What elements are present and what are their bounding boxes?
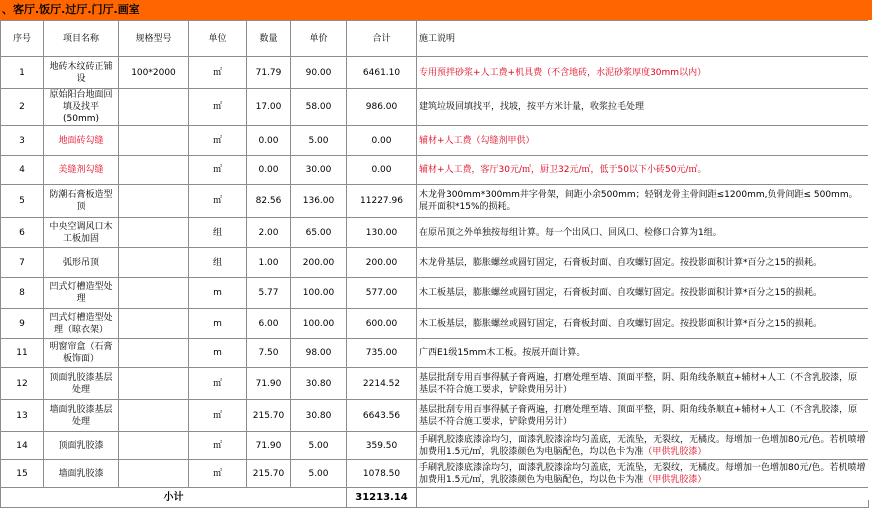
row-number: 8 <box>1 278 44 309</box>
spec-cell <box>119 278 189 309</box>
description-text: 基层批刮专用百事得腻子膏两遍，打磨处理至墙、顶面平整，阴、阳角线条顺直+辅材+人工（不含乳胶漆，原基层不符合施工要求，铲除费用另计） <box>419 404 858 427</box>
description-cell <box>417 89 869 126</box>
unit-price-cell: 5.00 <box>291 460 347 488</box>
table-row <box>1 185 869 218</box>
item-name: 凹式灯槽造型处理（晾衣架） <box>44 309 119 339</box>
sheet-edge <box>868 20 872 500</box>
total-cell: 600.00 <box>347 309 417 339</box>
description-cell <box>417 460 869 488</box>
quantity-cell: 1.00 <box>247 248 291 278</box>
unit-price-cell: 100.00 <box>291 278 347 309</box>
description-cell <box>417 218 869 248</box>
description-text: 木龙骨基层，膨胀螺丝或圆钉固定，石膏板封面、自攻螺钉固定。按投影面积计算*百分之15的损耗。 <box>419 257 822 268</box>
description-cell <box>417 57 869 89</box>
row-number: 1 <box>1 57 44 89</box>
description-text: 基层批刮专用百事得腻子膏两遍，打磨处理至墙、顶面平整，阴、阳角线条顺直+辅材+人工（不含乳胶漆，原基层不符合施工要求，铲除费用另计） <box>419 372 858 395</box>
row-number: 7 <box>1 248 44 278</box>
quantity-cell: 0.00 <box>247 126 291 156</box>
row-number: 13 <box>1 400 44 432</box>
item-name: 凹式灯槽造型处理 <box>44 278 119 309</box>
quantity-cell: 71.90 <box>247 432 291 460</box>
description-cell <box>417 248 869 278</box>
table-row <box>1 460 869 488</box>
spec-cell <box>119 218 189 248</box>
total-cell: 11227.96 <box>347 185 417 218</box>
row-number: 12 <box>1 368 44 400</box>
unit-cell: ㎡ <box>189 432 247 460</box>
section-title: 、客厅.饭厅.过厅.门厅.画室 <box>2 3 140 16</box>
header-cell: 施工说明 <box>417 21 869 57</box>
description-text: 手刷乳胶漆底漆涂均匀，面漆乳胶漆涂均匀盖底，无流坠，无裂纹，无橘皮。每增加一色增加80元/色。若机喷增加费用1.5元/㎡，乳胶漆颜色为电脑配色，均以色卡为准 <box>419 434 866 457</box>
description-text: 手刷乳胶漆底漆涂均匀，面漆乳胶漆涂均匀盖底，无流坠，无裂纹，无橘皮。每增加一色增加80元/色。若机喷增加费用1.5元/㎡，乳胶漆颜色为电脑配色，均以色卡为准 <box>419 462 866 485</box>
total-cell: 0.00 <box>347 126 417 156</box>
subtotal-label: 小计 <box>1 488 347 508</box>
unit-cell: ㎡ <box>189 460 247 488</box>
item-name: 地面砖勾缝 <box>44 126 119 156</box>
quote-table <box>0 20 869 508</box>
item-name: 美缝剂勾缝 <box>44 156 119 185</box>
description-cell <box>417 278 869 309</box>
description-text: 在原吊顶之外单独按每组计算。每一个出风口、回风口、检修口合算为1组。 <box>419 227 722 238</box>
unit-price-cell: 98.00 <box>291 339 347 368</box>
spec-cell <box>119 126 189 156</box>
table-row <box>1 248 869 278</box>
row-number: 6 <box>1 218 44 248</box>
unit-price-cell: 30.80 <box>291 400 347 432</box>
header-cell: 序号 <box>1 21 44 57</box>
item-name: 顶面乳胶漆基层处理 <box>44 368 119 400</box>
spec-cell <box>119 248 189 278</box>
total-cell: 6643.56 <box>347 400 417 432</box>
quantity-cell: 71.79 <box>247 57 291 89</box>
table-row <box>1 309 869 339</box>
table-row <box>1 218 869 248</box>
item-name: 顶面乳胶漆 <box>44 432 119 460</box>
unit-price-cell: 136.00 <box>291 185 347 218</box>
quantity-cell: 6.00 <box>247 309 291 339</box>
unit-cell: ㎡ <box>189 89 247 126</box>
table-row <box>1 89 869 126</box>
total-cell: 200.00 <box>347 248 417 278</box>
quantity-cell: 7.50 <box>247 339 291 368</box>
unit-price-cell: 30.00 <box>291 156 347 185</box>
table-row <box>1 156 869 185</box>
row-number: 2 <box>1 89 44 126</box>
description-cell <box>417 400 869 432</box>
unit-cell: 组 <box>189 248 247 278</box>
subtotal-row <box>1 488 869 508</box>
spec-cell <box>119 309 189 339</box>
spec-cell <box>119 339 189 368</box>
spec-cell <box>119 185 189 218</box>
subtotal-value: 31213.14 <box>347 488 417 508</box>
unit-cell: ㎡ <box>189 57 247 89</box>
description-cell <box>417 185 869 218</box>
description-cell <box>417 339 869 368</box>
item-name: 防潮石膏板造型顶 <box>44 185 119 218</box>
table-row <box>1 368 869 400</box>
table-row <box>1 278 869 309</box>
total-cell: 1078.50 <box>347 460 417 488</box>
unit-price-cell: 58.00 <box>291 89 347 126</box>
total-cell: 735.00 <box>347 339 417 368</box>
table-row <box>1 57 869 89</box>
row-number: 4 <box>1 156 44 185</box>
description-cell <box>417 156 869 185</box>
total-cell: 2214.52 <box>347 368 417 400</box>
item-name: 墙面乳胶漆 <box>44 460 119 488</box>
unit-price-cell: 5.00 <box>291 126 347 156</box>
total-cell: 359.50 <box>347 432 417 460</box>
unit-cell: m <box>189 339 247 368</box>
item-name: 弧形吊顶 <box>44 248 119 278</box>
table-row <box>1 126 869 156</box>
unit-price-cell: 5.00 <box>291 432 347 460</box>
quantity-cell: 2.00 <box>247 218 291 248</box>
description-note: （甲供乳胶漆） <box>643 446 707 457</box>
unit-price-cell: 90.00 <box>291 57 347 89</box>
unit-price-cell: 65.00 <box>291 218 347 248</box>
quantity-cell: 82.56 <box>247 185 291 218</box>
quantity-cell: 0.00 <box>247 156 291 185</box>
table-row <box>1 432 869 460</box>
description-text: 广西E1级15mm木工板。按展开面计算。 <box>419 348 586 358</box>
spec-cell: 100*2000 <box>119 57 189 89</box>
spec-cell <box>119 460 189 488</box>
row-number: 15 <box>1 460 44 488</box>
header-cell: 数量 <box>247 21 291 57</box>
unit-cell: ㎡ <box>189 185 247 218</box>
total-cell: 0.00 <box>347 156 417 185</box>
quantity-cell: 17.00 <box>247 89 291 126</box>
description-text: 专用预拌砂浆+人工费+机具费（不含地砖，水泥砂浆厚度30mm以内） <box>419 67 707 78</box>
header-cell: 合计 <box>347 21 417 57</box>
unit-cell: m <box>189 278 247 309</box>
item-name: 地砖木纹砖正铺设 <box>44 57 119 89</box>
item-name: 原始阳台地面回填及找平(50mm) <box>44 89 119 126</box>
row-number: 11 <box>1 339 44 368</box>
unit-price-cell: 100.00 <box>291 309 347 339</box>
total-cell: 986.00 <box>347 89 417 126</box>
total-cell: 130.00 <box>347 218 417 248</box>
section-title-bar <box>0 0 872 20</box>
quantity-cell: 5.77 <box>247 278 291 309</box>
unit-cell: ㎡ <box>189 156 247 185</box>
item-name: 中央空调风口木工板加固 <box>44 218 119 248</box>
row-number: 5 <box>1 185 44 218</box>
item-name: 墙面乳胶漆基层处理 <box>44 400 119 432</box>
description-text: 木工板基层，膨胀螺丝或圆钉固定，石膏板封面、自攻螺钉固定。按投影面积计算*百分之15的损耗。 <box>419 318 822 329</box>
row-number: 14 <box>1 432 44 460</box>
description-cell <box>417 368 869 400</box>
quantity-cell: 215.70 <box>247 400 291 432</box>
spec-cell <box>119 89 189 126</box>
spec-cell <box>119 368 189 400</box>
unit-price-cell: 200.00 <box>291 248 347 278</box>
unit-cell: ㎡ <box>189 400 247 432</box>
unit-cell: 组 <box>189 218 247 248</box>
row-number: 3 <box>1 126 44 156</box>
description-note: （甲供乳胶漆） <box>643 474 707 485</box>
subtotal-empty-cell <box>417 488 869 508</box>
unit-cell: ㎡ <box>189 126 247 156</box>
table-row <box>1 339 869 368</box>
total-cell: 6461.10 <box>347 57 417 89</box>
description-text: 木工板基层，膨胀螺丝或圆钉固定，石膏板封面、自攻螺钉固定。按投影面积计算*百分之15的损耗。 <box>419 288 822 298</box>
total-cell: 577.00 <box>347 278 417 309</box>
description-text: 辅材+人工费，客厅30元/㎡，厨卫32元/㎡，低于50以下小砖50元/㎡。 <box>419 165 707 175</box>
description-cell <box>417 126 869 156</box>
description-cell <box>417 432 869 460</box>
quantity-cell: 215.70 <box>247 460 291 488</box>
header-cell: 规格型号 <box>119 21 189 57</box>
header-row <box>1 21 869 57</box>
table-row <box>1 400 869 432</box>
spec-cell <box>119 400 189 432</box>
item-name: 明窗帘盒（石膏板饰面） <box>44 339 119 368</box>
unit-price-cell: 30.80 <box>291 368 347 400</box>
header-cell: 单位 <box>189 21 247 57</box>
unit-cell: ㎡ <box>189 368 247 400</box>
unit-cell: m <box>189 309 247 339</box>
spec-cell <box>119 156 189 185</box>
description-text: 辅材+人工费（勾缝剂甲供） <box>419 135 535 146</box>
description-cell <box>417 309 869 339</box>
description-text: 木龙骨300mm*300mm井字骨架，间距小余500mm；轻钢龙骨主骨间距≤1200mm,负骨间距≤ 500mm。展开面积*15%的损耗。 <box>419 190 858 212</box>
spec-cell <box>119 432 189 460</box>
header-cell: 单价 <box>291 21 347 57</box>
description-text: 建筑垃圾回填找平，找坡，按平方米计量，收浆拉毛处理 <box>419 102 645 112</box>
quantity-cell: 71.90 <box>247 368 291 400</box>
header-cell: 项目名称 <box>44 21 119 57</box>
row-number: 9 <box>1 309 44 339</box>
